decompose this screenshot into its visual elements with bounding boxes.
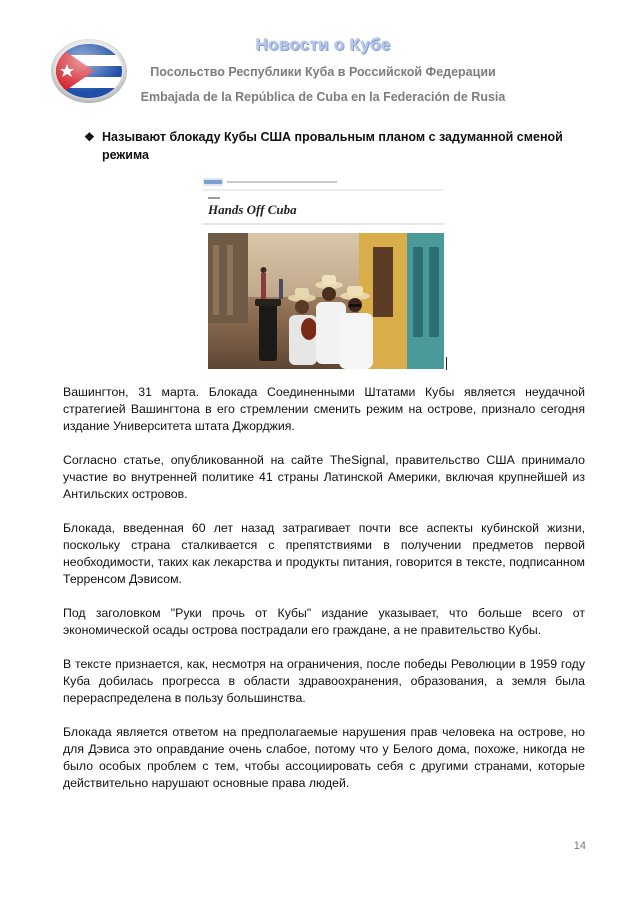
article-paragraph: Вашингтон, 31 марта. Блокада Соединенными Штатами Кубы является неудачной стратегией Вашингтона в его стремлении сменить режим на острове, признало сегодня издание Университета штата Джорджия. — [63, 385, 585, 433]
embassy-name-spanish: Embajada de la República de Cuba en la Federación de Rusia — [140, 90, 506, 104]
article-paragraph: Под заголовком "Руки прочь от Кубы" издание указывает, что больше всего от экономической осады острова пострадали его граждане, а не правительство Кубы. — [63, 606, 585, 637]
newsletter-title: Новости о Кубе — [255, 35, 391, 54]
page-number: 14 — [573, 840, 586, 852]
article-paragraph: Блокада, введенная 60 лет назад затрагивает почти все аспекты кубинской жизни, поскольку страна сталкивается с препятствиями в получении предметов первой необходимости, таких как лекарства и продукты питания, говорится в тексте, подписанном Терренсом Дэвисом. — [63, 521, 585, 586]
article-image — [199, 175, 449, 371]
photo-men-playing-music-icon — [208, 233, 444, 369]
text-cursor — [446, 357, 447, 370]
site-logo-icon — [203, 178, 223, 186]
article-paragraph: Согласно статье, опубликованной на сайте TheSignal, правительство США принимало участие во внутренней политике 41 страны Латинской Америки, включая крупнейшей из Антильских островов. — [63, 453, 585, 501]
masthead-text: Hands Off Cuba — [208, 202, 297, 217]
embassy-name-russian: Посольство Республики Куба в Российской Федерации — [150, 65, 496, 79]
article-paragraph: В тексте признается, как, несмотря на ограничения, после победы Революции в 1959 году Куба добилась прогресса в области здравоохранения, образования, а земля была перераспределена в пользу большинства. — [63, 657, 585, 705]
article-body — [63, 384, 585, 809]
article-paragraph: Блокада является ответом на предполагаемые нарушения прав человека на острове, но для Дэвиса это оправдание очень слабое, потому что у Белого дома, похоже, никогда не было особых проблем с тем, чтобы ассоциировать себя с другими странами, которые действительно нарушают основные права людей. — [63, 725, 585, 790]
bullet-icon: ❖ — [84, 130, 95, 144]
article-headline: Называют блокаду Кубы США провальным планом с задуманной сменой режима — [102, 130, 563, 162]
article-headline-block — [84, 128, 589, 164]
